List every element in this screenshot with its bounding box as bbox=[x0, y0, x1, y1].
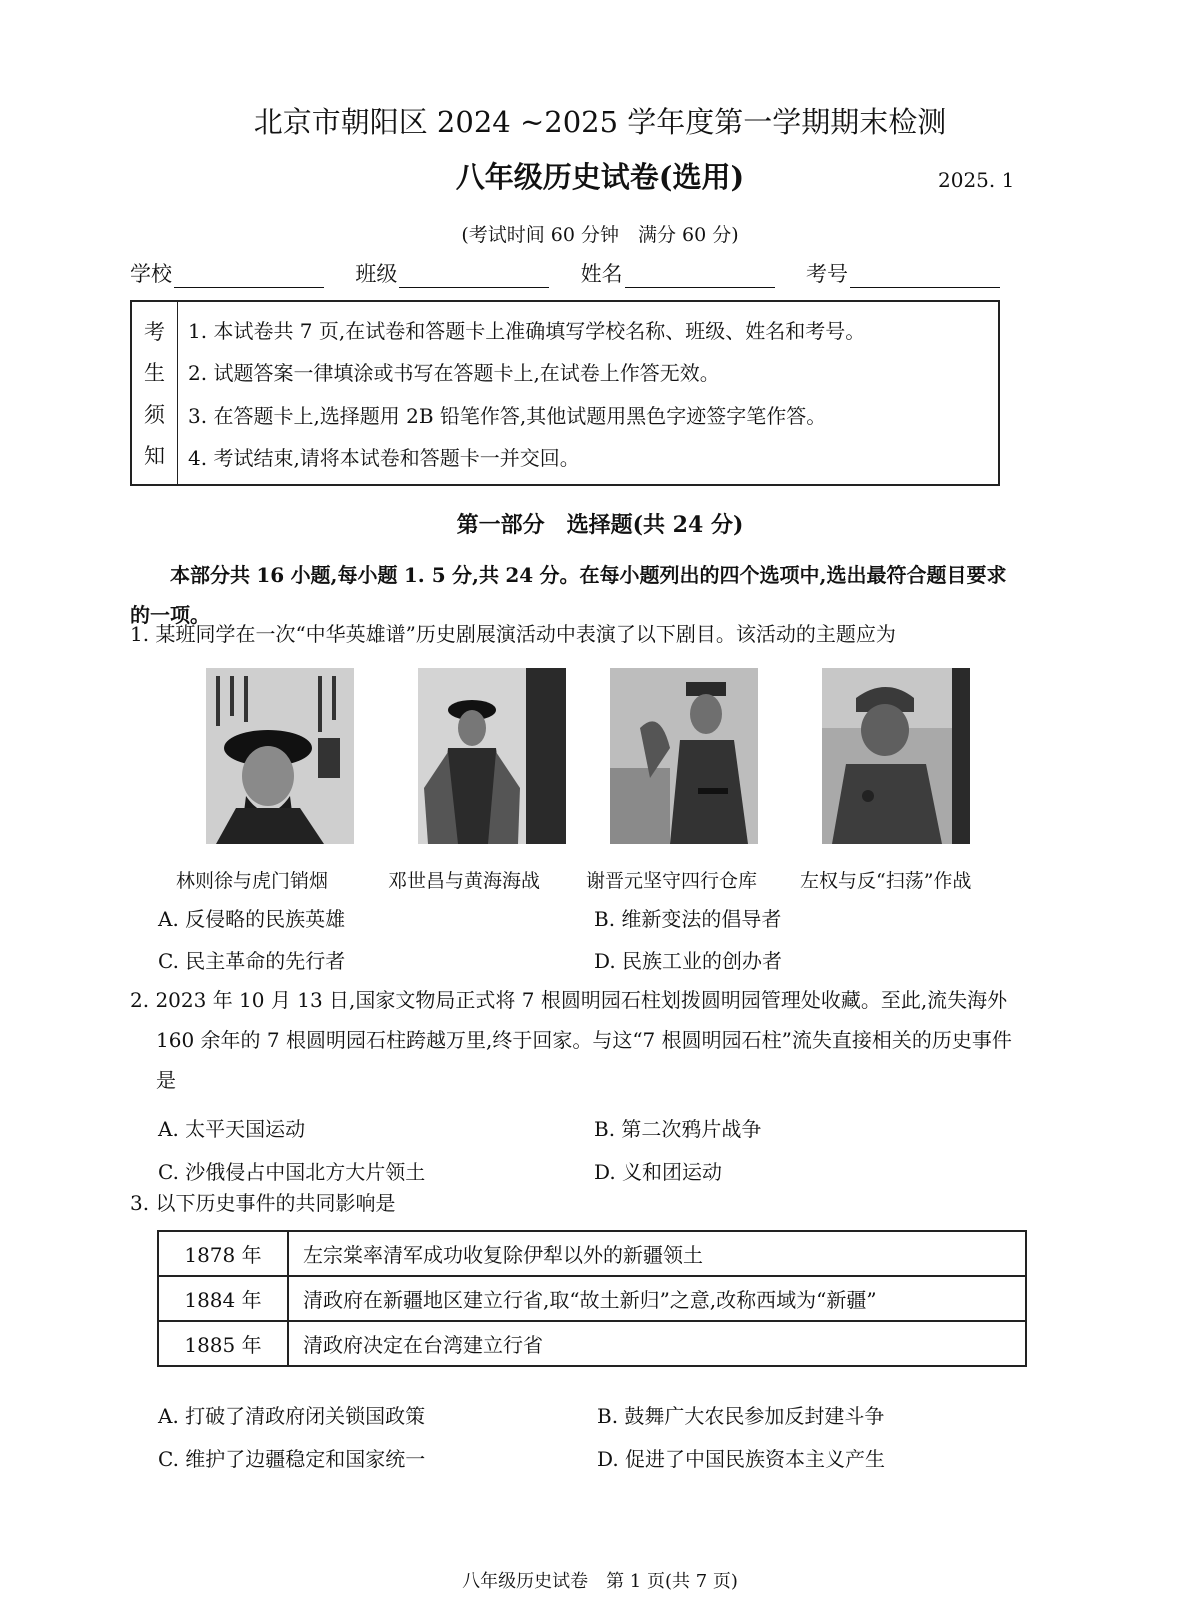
class-field[interactable] bbox=[355, 258, 549, 288]
intro-total: 24 bbox=[505, 563, 534, 587]
photo-lin-zexu bbox=[206, 668, 354, 844]
event-description: 清政府决定在台湾建立行省 bbox=[288, 1321, 1026, 1366]
name-field[interactable] bbox=[581, 258, 775, 288]
caption-zuo-quan: 左权与反“扫荡”作战 bbox=[800, 870, 972, 892]
events-table bbox=[157, 1230, 1027, 1367]
photo-xie-jinyuan bbox=[610, 668, 758, 844]
intro-text: 本部分共 bbox=[170, 563, 250, 587]
intro-text: 分。在每小题列出的四个选项中,选出最符合题目要求的一项。 bbox=[130, 563, 1007, 627]
notice-items bbox=[178, 302, 998, 484]
exam-no-label: 考号 bbox=[805, 262, 848, 286]
exam-no-field[interactable] bbox=[806, 258, 1000, 288]
question-2-stem bbox=[130, 980, 1020, 1100]
caption-lin-zexu: 林则徐与虎门销烟 bbox=[176, 870, 329, 892]
intro-count: 16 bbox=[256, 563, 285, 587]
exam-title: 北京市朝阳区 2024 ~2025 学年度第一学期期末检测 bbox=[253, 105, 947, 139]
q2-option-d[interactable]: D. 义和团运动 bbox=[594, 1160, 723, 1184]
student-info-row bbox=[130, 258, 1000, 288]
question-2-text: 2. 2023 年 10 月 13 日,国家文物局正式将 7 根圆明园石柱划拨圆明园管理处收藏。至此,流失海外 160 余年的 7 根圆明园石柱跨越万里,终于回家。与这“7 根圆明园石柱”流失直接相关的历史事件是 bbox=[130, 988, 1012, 1092]
q2-option-a[interactable]: A. 太平天国运动 bbox=[158, 1117, 306, 1141]
caption-deng-shichang: 邓世昌与黄海海战 bbox=[388, 870, 541, 892]
school-label: 学校 bbox=[130, 262, 172, 286]
event-year: 1885 年 bbox=[158, 1321, 288, 1366]
q3-option-d[interactable]: D. 促进了中国民族资本主义产生 bbox=[597, 1447, 886, 1471]
q1-option-d[interactable]: D. 民族工业的创办者 bbox=[594, 949, 783, 973]
part1-title: 第一部分 选择题(共 24 分) bbox=[456, 512, 744, 538]
intro-text: 小题,每小题 bbox=[290, 563, 398, 587]
candidate-notice-box bbox=[130, 300, 1000, 486]
notice-label bbox=[132, 302, 178, 484]
caption-xie-jinyuan: 谢晋元坚守四行仓库 bbox=[586, 870, 758, 892]
q1-option-b[interactable]: B. 维新变法的倡导者 bbox=[594, 907, 782, 931]
q3-option-a[interactable]: A. 打破了清政府闭关锁国政策 bbox=[158, 1404, 426, 1428]
q2-option-c[interactable]: C. 沙俄侵占中国北方大片领土 bbox=[158, 1160, 426, 1184]
page-footer: 八年级历史试卷 第 1 页(共 7 页) bbox=[462, 1571, 738, 1592]
class-blank[interactable] bbox=[399, 265, 549, 288]
table-row bbox=[158, 1276, 1026, 1321]
exam-date: 2025. 1 bbox=[938, 168, 1015, 192]
exam-no-blank[interactable] bbox=[850, 265, 1000, 288]
school-blank[interactable] bbox=[174, 265, 324, 288]
notice-item: 2. 试题答案一律填涂或书写在答题卡上,在试卷上作答无效。 bbox=[188, 361, 720, 386]
event-year: 1884 年 bbox=[158, 1276, 288, 1321]
table-row bbox=[158, 1321, 1026, 1366]
intro-score: 1. 5 bbox=[403, 563, 446, 587]
notice-label-char: 须 bbox=[144, 402, 165, 427]
photo-deng-shichang bbox=[418, 668, 566, 844]
exam-time-info: (考试时间 60 分钟 满分 60 分) bbox=[461, 224, 739, 246]
question-1-stem: 1. 某班同学在一次“中华英雄谱”历史剧展演活动中表演了以下剧目。该活动的主题应为 bbox=[130, 622, 896, 646]
notice-item: 4. 考试结束,请将本试卷和答题卡一并交回。 bbox=[188, 446, 580, 471]
event-year: 1878 年 bbox=[158, 1231, 288, 1276]
notice-item: 3. 在答题卡上,选择题用 2B 铅笔作答,其他试题用黑色字迹签字笔作答。 bbox=[188, 403, 827, 428]
notice-label-char: 考 bbox=[144, 319, 165, 344]
name-blank[interactable] bbox=[625, 265, 775, 288]
q1-option-c[interactable]: C. 民主革命的先行者 bbox=[158, 949, 346, 973]
photo-zuo-quan bbox=[822, 668, 970, 844]
event-description: 清政府在新疆地区建立行省,取“故土新归”之意,改称西域为“新疆” bbox=[288, 1276, 1026, 1321]
question-3-stem: 3. 以下历史事件的共同影响是 bbox=[130, 1191, 396, 1215]
school-field[interactable] bbox=[130, 258, 324, 288]
name-label: 姓名 bbox=[580, 262, 623, 286]
q3-option-c[interactable]: C. 维护了边疆稳定和国家统一 bbox=[158, 1447, 426, 1471]
notice-label-char: 知 bbox=[144, 444, 165, 469]
q2-option-b[interactable]: B. 第二次鸦片战争 bbox=[594, 1117, 762, 1141]
notice-item: 1. 本试卷共 7 页,在试卷和答题卡上准确填写学校名称、班级、姓名和考号。 bbox=[188, 318, 866, 343]
intro-text: 分,共 bbox=[452, 563, 499, 587]
table-row bbox=[158, 1231, 1026, 1276]
class-label: 班级 bbox=[355, 262, 398, 286]
q1-option-a[interactable]: A. 反侵略的民族英雄 bbox=[158, 907, 346, 931]
event-description: 左宗棠率清军成功收复除伊犁以外的新疆领土 bbox=[288, 1231, 1026, 1276]
notice-label-char: 生 bbox=[144, 361, 165, 386]
q3-option-b[interactable]: B. 鼓舞广大农民参加反封建斗争 bbox=[597, 1404, 885, 1428]
exam-subtitle: 八年级历史试卷(选用) bbox=[455, 160, 745, 194]
